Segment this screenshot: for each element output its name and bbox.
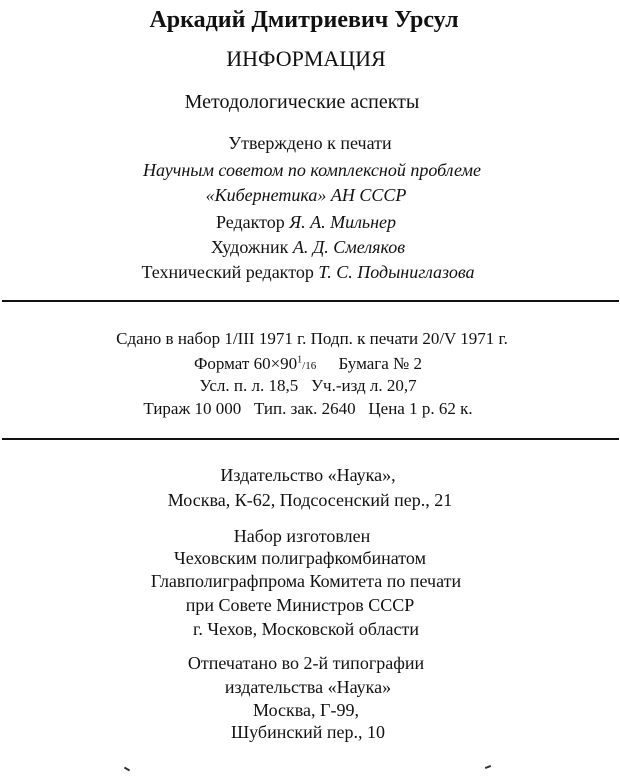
printing-line-1: Отпечатано во 2-й типографии [187,653,425,673]
credit-artist [0,238,618,256]
typeset-line-2: Чеховским полиграфкомбинатом [174,548,426,568]
print-format [0,355,618,372]
typeset-line-4: при Совете Министров СССР [185,595,415,615]
printing-line-4: Шубинский пер., 10 [231,722,385,742]
artist-role: Художник [210,237,289,257]
approval-line-1: Утверждено к печати [228,133,392,153]
typeset-line-1: Набор изготовлен [233,526,371,546]
print-mark-right [485,765,491,769]
typeset-line-3: Главполиграфпрома Комитета по печати [150,571,462,591]
approval-line-2: Научным советом по комплексной проблеме [142,160,481,180]
credit-editor [0,213,616,231]
book-title: ИНФОРМАЦИЯ [226,46,386,71]
format-sup: 1 [297,354,303,366]
format-label: Формат 60×90 [193,354,298,373]
typeset-line-5: г. Чехов, Московской области [193,619,419,639]
artist-name: А. Д. Смеляков [292,237,406,257]
author-name: Аркадий Дмитриевич Урсул [149,7,459,33]
print-sheets: Усл. п. л. 18,5 Уч.-изд л. 20,7 [199,376,417,395]
printing-line-2: издательства «Наука» [224,677,392,697]
divider-top [2,300,619,302]
tech-editor-role: Технический редактор [141,262,314,282]
book-subtitle: Методологические аспекты [184,91,420,113]
publisher-name: Издательство «Наука», [220,465,396,485]
approval-line-3: «Кибернетика» АН СССР [205,185,407,205]
printing-line-3: Москва, Г-99, [253,700,359,720]
print-dates: Сдано в набор 1/III 1971 г. Подп. к печати 20/V 1971 г. [116,329,508,348]
tech-editor-name: Т. С. Подыниглазова [318,262,475,282]
credit-tech-editor [0,263,618,281]
print-mark-left [124,767,130,772]
format-sub: /16 [302,360,317,372]
paper-spec: Бумага № 2 [338,354,423,373]
editor-role: Редактор [215,212,285,232]
divider-bottom [2,438,619,440]
print-run: Тираж 10 000 Тип. зак. 2640 Цена 1 р. 62 к. [143,399,473,418]
editor-name: Я. А. Мильнер [289,212,397,232]
publisher-address: Москва, К-62, Подсосенский пер., 21 [167,490,453,510]
